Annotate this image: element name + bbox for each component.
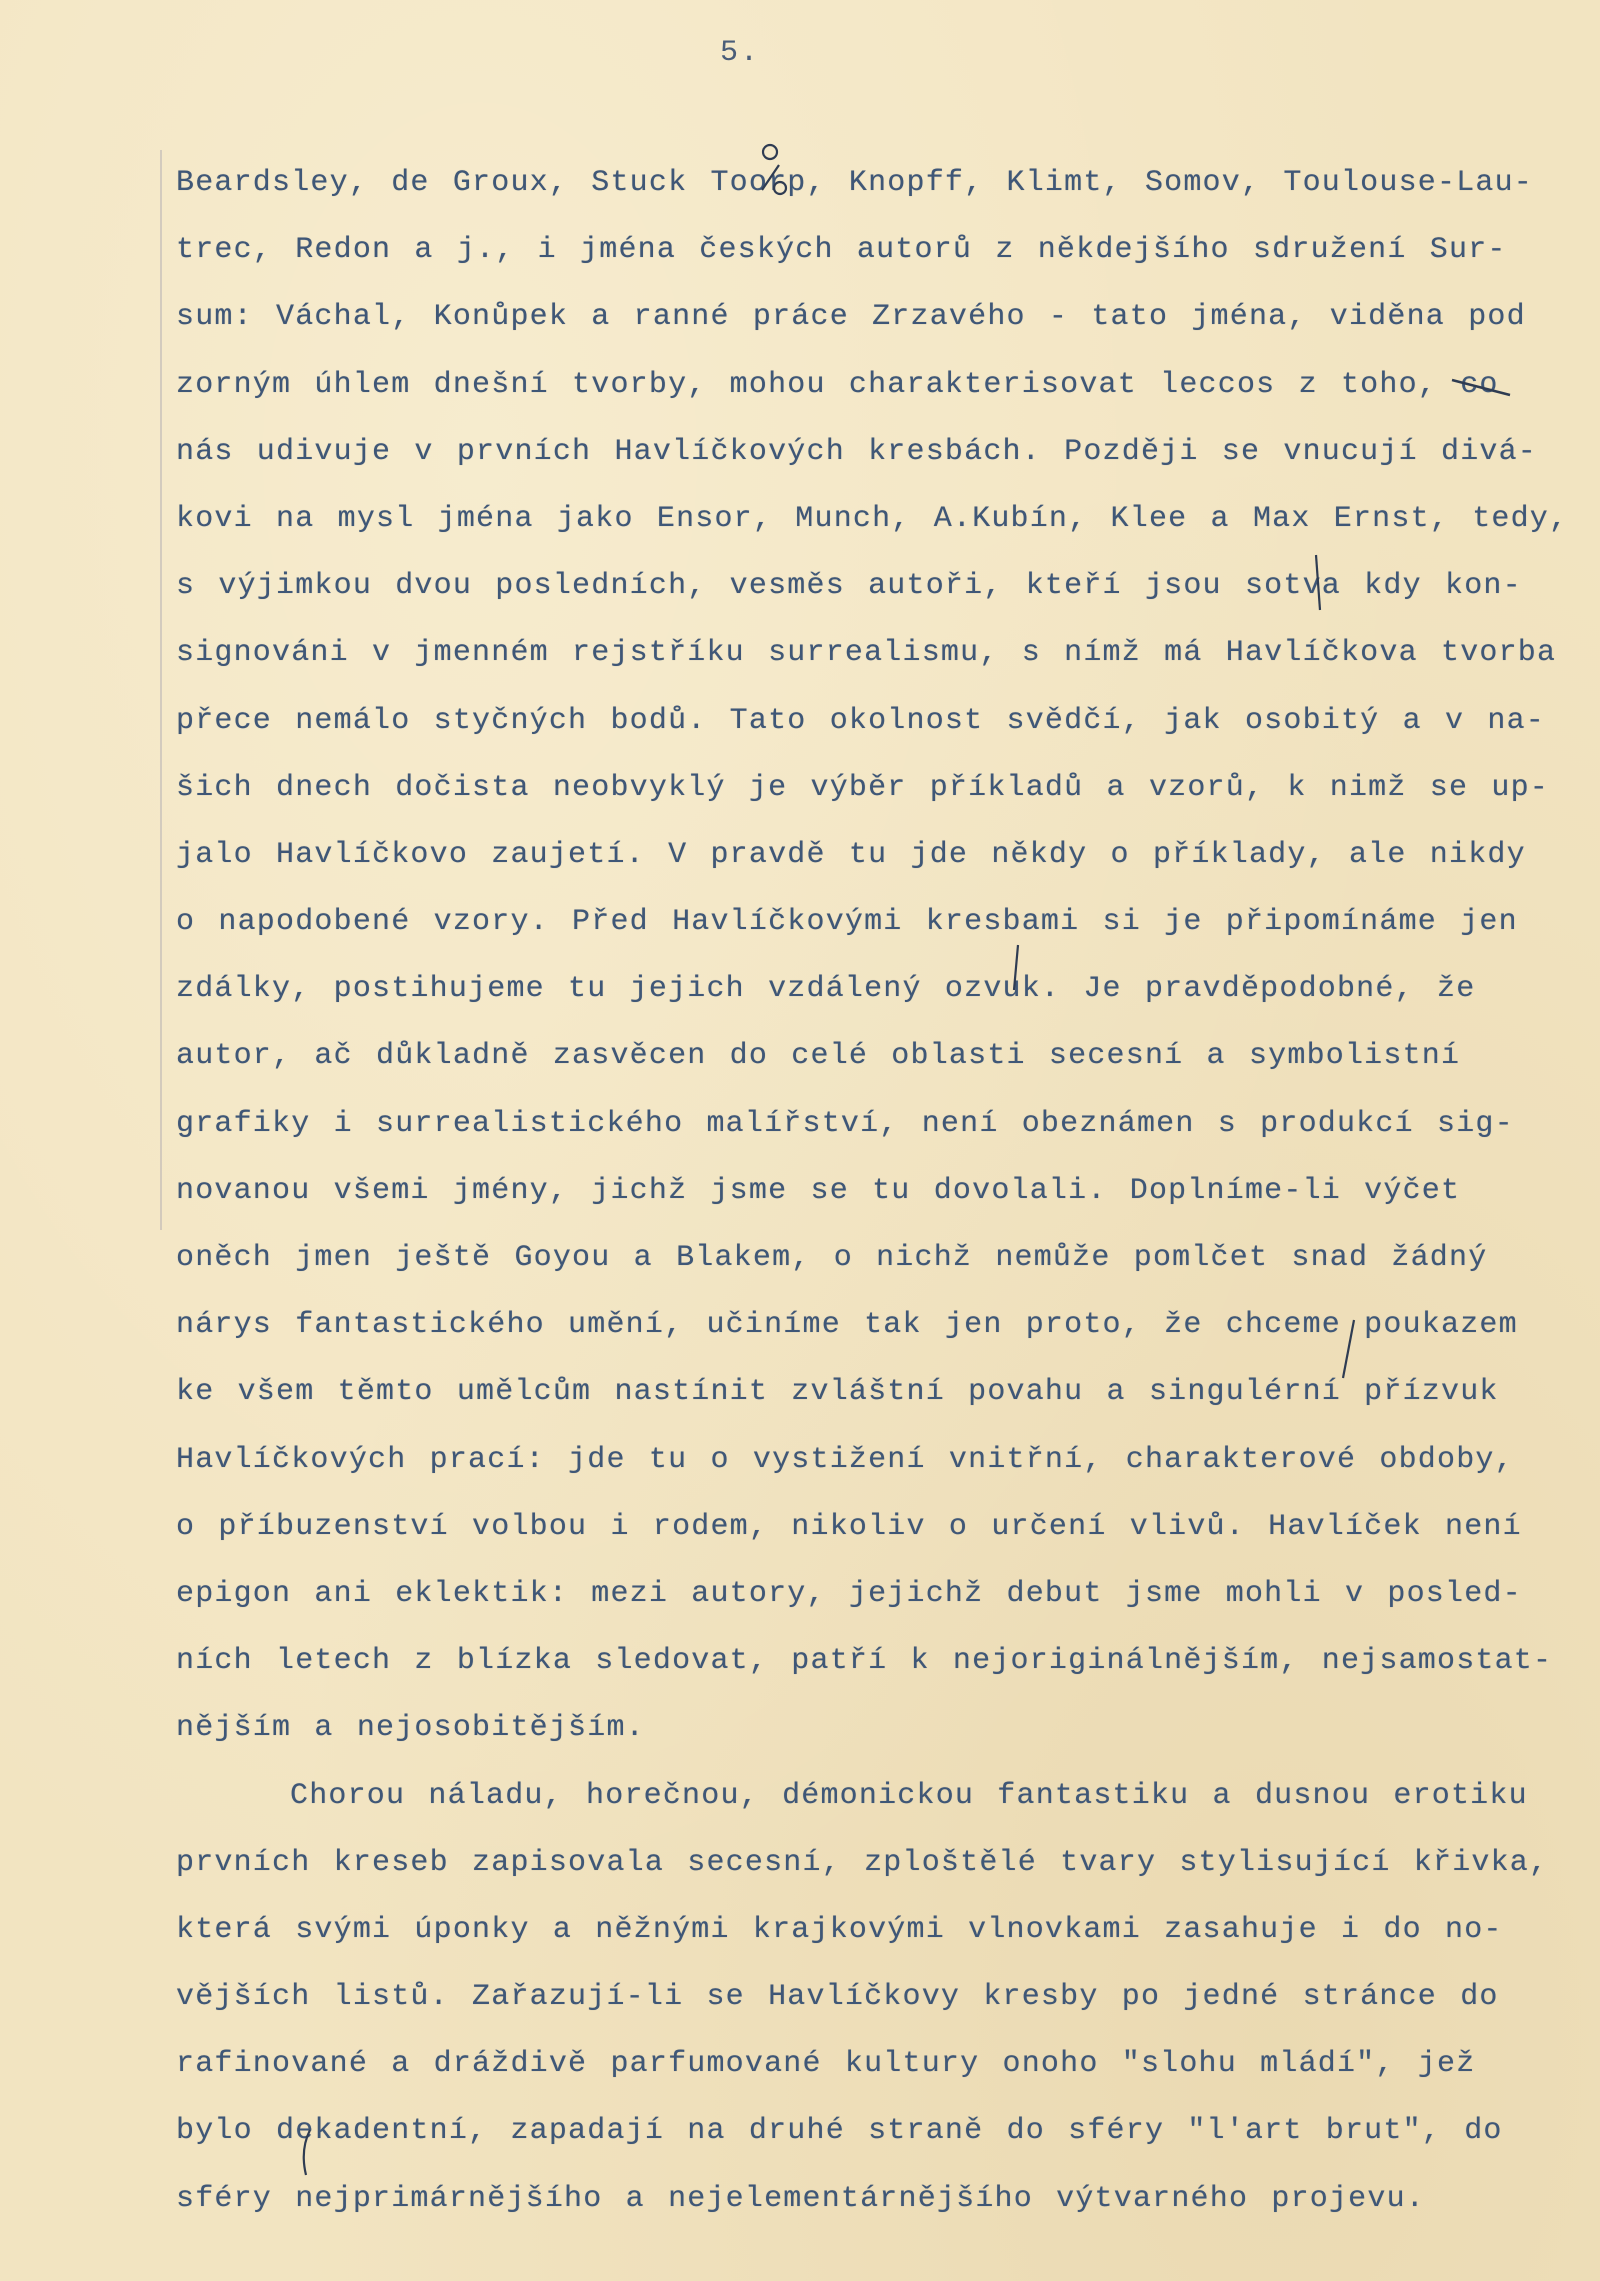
text-line: zorným úhlem dnešní tvorby, mohou charakterisovat leccos z toho, co: [176, 367, 1499, 402]
text-line: trec, Redon a j., i jména českých autorů z někdejšího sdružení Sur-: [176, 233, 1507, 268]
text-line: přece nemálo styčných bodů. Tato okolnost svědčí, jak osobitý a v na-: [176, 703, 1546, 738]
text-line: Chorou náladu, horečnou, démonickou fantastiku a dusnou erotiku: [290, 1778, 1528, 1813]
text-line: ke všem těmto umělcům nastínit zvláštní povahu a singulérní přízvuk: [176, 1375, 1499, 1410]
text-line: o napodobené vzory. Před Havlíčkovými kresbami si je připomínáme jen: [176, 905, 1518, 940]
text-line: nějším a nejosobitějším.: [176, 1711, 645, 1746]
text-line: nárys fantastického umění, učiníme tak jen proto, že chceme poukazem: [176, 1308, 1518, 1343]
text-line: grafiky i surrealistického malířství, není obeznámen s produkcí sig-: [176, 1106, 1514, 1141]
text-line: Beardsley, de Groux, Stuck Toorp, Knopff, Klimt, Somov, Toulouse-Lau-: [176, 166, 1534, 200]
text-line: autor, ač důkladně zasvěcen do celé oblasti secesní a symbolistní: [176, 1039, 1461, 1074]
typescript-body: [176, 150, 1569, 2233]
text-line: šich dnech dočista neobvyklý je výběr příkladů a vzorů, k nimž se up-: [176, 770, 1550, 805]
text-line: jalo Havlíčkovo zaujetí. V pravdě tu jde někdy o příklady, ale nikdy: [176, 837, 1526, 872]
text-line: kovi na mysl jména jako Ensor, Munch, A.Kubín, Klee a Max Ernst, tedy,: [176, 501, 1569, 536]
text-line: oněch jmen ještě Goyou a Blakem, o nichž nemůže pomlčet snad žádný: [176, 1241, 1488, 1275]
text-line: signováni v jmenném rejstříku surrealismu, s nímž má Havlíčkova tvorba: [176, 636, 1557, 671]
text-line: která svými úponky a něžnými krajkovými vlnovkami zasahuje i do no-: [176, 1912, 1503, 1947]
text-line: Havlíčkových prací: jde tu o vystižení vnitřní, charakterové obdoby,: [176, 1442, 1514, 1477]
text-line: ních letech z blízka sledovat, patří k nejoriginálnějším, nejsamostat-: [176, 1644, 1553, 1679]
text-line: rafinované a dráždivě parfumované kultury onoho "slohu mládí", jež: [176, 2047, 1476, 2082]
text-line: zdálky, postihujeme tu jejich vzdálený ozvuk. Je pravděpodobné, že: [176, 972, 1476, 1007]
text-line: o příbuzenství volbou i rodem, nikoliv o určení vlivů. Havlíček není: [176, 1509, 1522, 1544]
page-number: 5.: [720, 36, 761, 70]
text-line: sum: Váchal, Konůpek a ranné práce Zrzavého - tato jména, viděna pod: [176, 300, 1526, 335]
text-line: epigon ani eklektik: mezi autory, jejichž debut jsme mohli v posled-: [176, 1576, 1522, 1611]
text-line: vějších listů. Zařazují-li se Havlíčkovy kresby po jedné stránce do: [176, 1980, 1499, 2015]
text-line: s výjimkou dvou posledních, vesměs autoři, kteří jsou sotva kdy kon-: [176, 569, 1522, 604]
text-line: nás udivuje v prvních Havlíčkových kresbách. Později se vnucují divá-: [176, 434, 1538, 469]
text-line: novanou všemi jmény, jichž jsme se tu dovolali. Doplníme-li výčet: [176, 1173, 1461, 1208]
text-line: bylo dekadentní, zapadají na druhé straně do sféry "l'art brut", do: [176, 2114, 1503, 2149]
margin-rule: [160, 150, 162, 1230]
text-line: sféry nejprimárnějšího a nejelementárnějšího výtvarného projevu.: [176, 2181, 1425, 2216]
text-line: prvních kreseb zapisovala secesní, zploštělé tvary stylisující křivka,: [176, 1845, 1549, 1880]
